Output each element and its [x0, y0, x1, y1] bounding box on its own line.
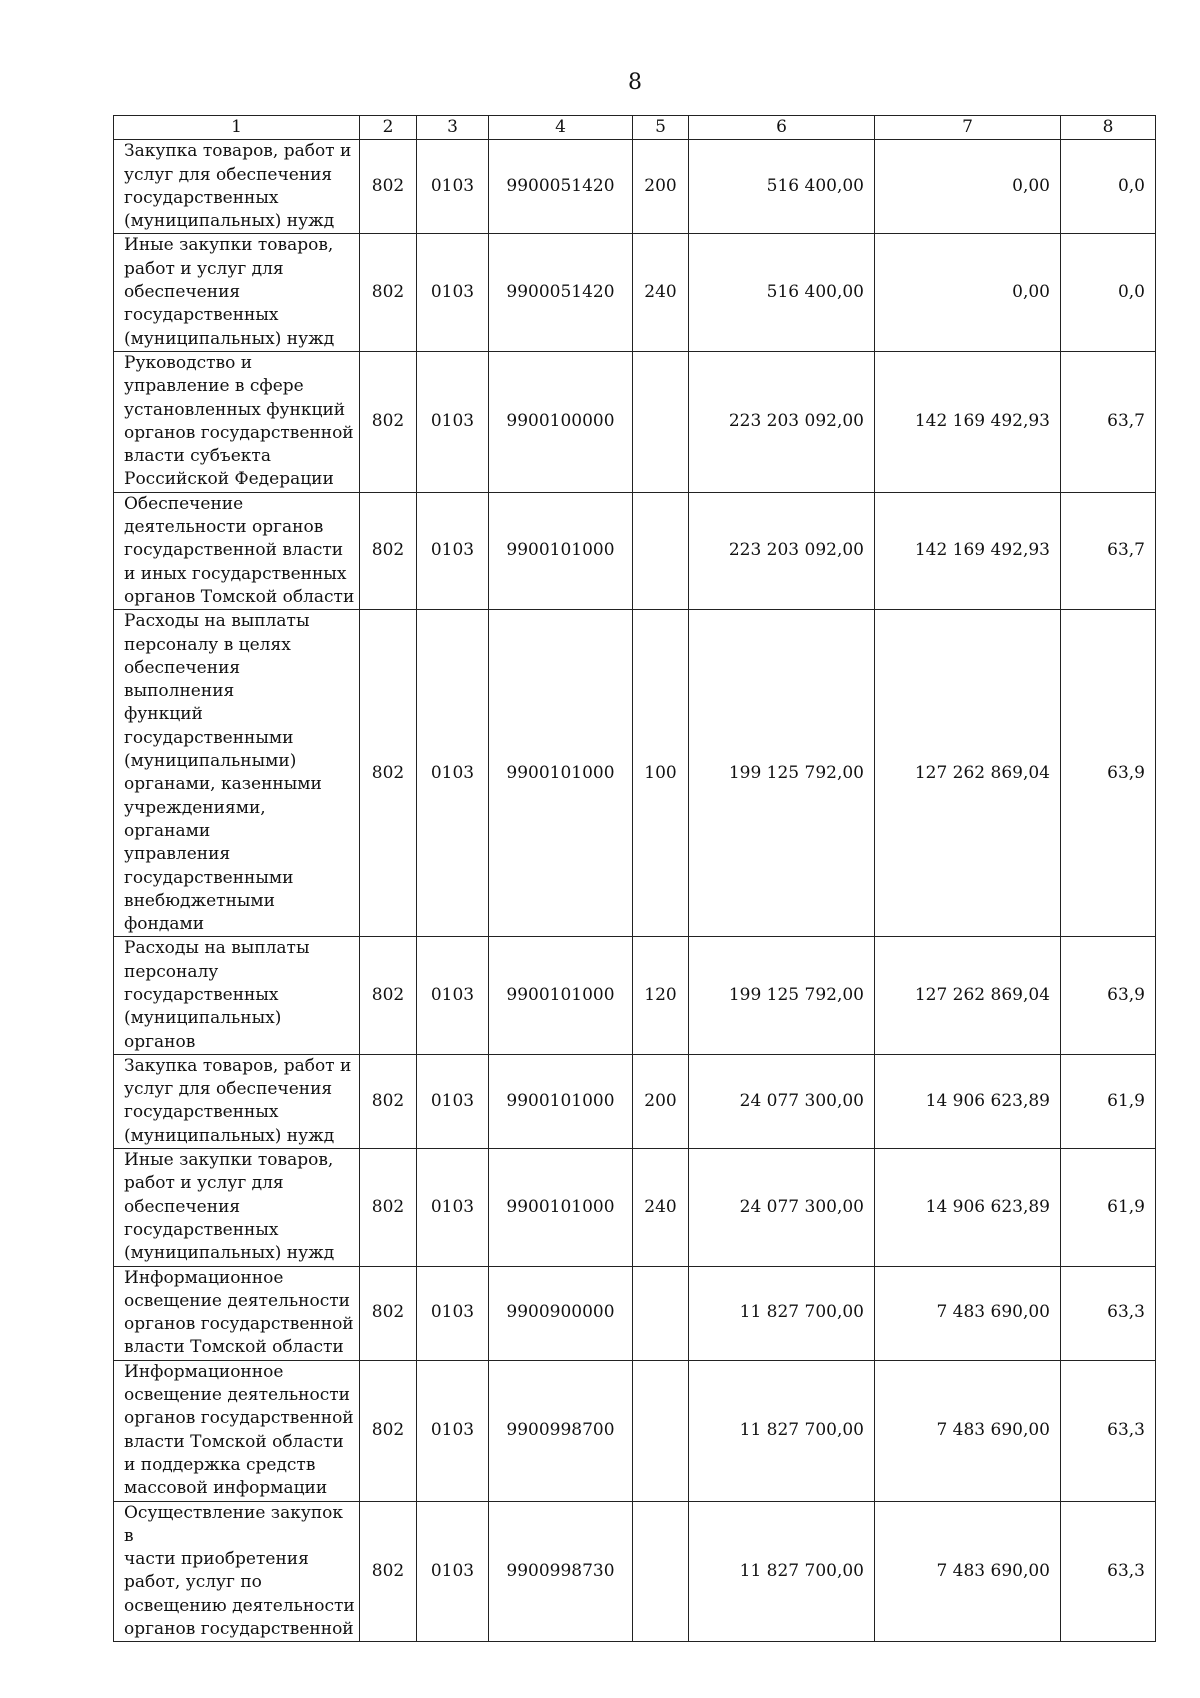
cell-executed-amount: 7 483 690,00	[875, 1266, 1061, 1360]
cell-expense-type: 200	[633, 1054, 689, 1148]
expense-name-line: работ и услуг для	[124, 258, 284, 279]
expense-name-line: органами, казенными	[124, 774, 322, 795]
expense-name-line: Информационное	[124, 1361, 284, 1382]
expense-name-line: Российской Федерации	[124, 469, 334, 490]
cell-ministry-code: 802	[360, 351, 417, 492]
cell-expense-type: 240	[633, 234, 689, 351]
cell-expense-type: 200	[633, 140, 689, 234]
cell-ministry-code: 802	[360, 1360, 417, 1501]
cell-expense-type	[633, 1360, 689, 1501]
cell-target-article: 9900051420	[489, 234, 633, 351]
expense-name-line: работ, услуг по	[124, 1572, 262, 1593]
expense-name-line: освещению деятельности	[124, 1595, 355, 1616]
expense-name-line: органов	[124, 1031, 196, 1052]
cell-expense-type: 100	[633, 610, 689, 937]
cell-executed-amount: 142 169 492,93	[875, 351, 1061, 492]
cell-section-code: 0103	[417, 351, 489, 492]
cell-planned-amount: 223 203 092,00	[689, 351, 875, 492]
expense-name-line: установленных функций	[124, 399, 346, 420]
table-row	[114, 1501, 1156, 1642]
expense-name-line: массовой информации	[124, 1478, 328, 1499]
cell-executed-amount: 127 262 869,04	[875, 610, 1061, 937]
expense-name-line: функций	[124, 704, 203, 725]
cell-planned-amount: 11 827 700,00	[689, 1360, 875, 1501]
cell-target-article: 9900101000	[489, 1054, 633, 1148]
table-row	[114, 140, 1156, 234]
cell-planned-amount: 11 827 700,00	[689, 1501, 875, 1642]
cell-executed-amount: 0,00	[875, 140, 1061, 234]
cell-section-code: 0103	[417, 1149, 489, 1266]
cell-section-code: 0103	[417, 140, 489, 234]
cell-ministry-code: 802	[360, 610, 417, 937]
expense-name-line: Осуществление закупок в	[124, 1502, 344, 1546]
cell-target-article: 9900101000	[489, 937, 633, 1054]
column-header-8: 8	[1061, 116, 1156, 140]
cell-expense-name	[114, 1501, 360, 1642]
expense-name-line: органов Томской области	[124, 586, 355, 607]
cell-expense-type	[633, 1501, 689, 1642]
cell-executed-amount: 7 483 690,00	[875, 1360, 1061, 1501]
cell-target-article: 9900101000	[489, 1149, 633, 1266]
cell-execution-percent: 63,7	[1061, 351, 1156, 492]
table-body	[114, 116, 1156, 1642]
column-header-4: 4	[489, 116, 633, 140]
cell-target-article: 9900100000	[489, 351, 633, 492]
cell-section-code: 0103	[417, 937, 489, 1054]
expense-name-line: государственных	[124, 305, 279, 326]
cell-target-article: 9900998730	[489, 1501, 633, 1642]
expense-name-line: органов государственной	[124, 1408, 354, 1429]
cell-executed-amount: 142 169 492,93	[875, 492, 1061, 609]
cell-execution-percent: 63,9	[1061, 937, 1156, 1054]
cell-expense-name	[114, 140, 360, 234]
cell-section-code: 0103	[417, 1360, 489, 1501]
expense-name-line: деятельности органов	[124, 517, 324, 538]
expense-name-line: государственными	[124, 867, 294, 888]
cell-planned-amount: 516 400,00	[689, 234, 875, 351]
expense-name-line: государственных	[124, 187, 279, 208]
cell-target-article: 9900101000	[489, 492, 633, 609]
cell-planned-amount: 199 125 792,00	[689, 937, 875, 1054]
cell-executed-amount: 14 906 623,89	[875, 1054, 1061, 1148]
cell-expense-type	[633, 351, 689, 492]
cell-expense-type	[633, 492, 689, 609]
cell-target-article: 9900900000	[489, 1266, 633, 1360]
expense-name-line: персоналу	[124, 961, 219, 982]
table-row	[114, 610, 1156, 937]
expense-name-line: (муниципальных) нужд	[124, 328, 335, 349]
expense-name-line: Обеспечение	[124, 493, 244, 514]
expense-name-line: обеспечения	[124, 282, 241, 303]
cell-execution-percent: 61,9	[1061, 1054, 1156, 1148]
cell-planned-amount: 223 203 092,00	[689, 492, 875, 609]
cell-planned-amount: 11 827 700,00	[689, 1266, 875, 1360]
cell-planned-amount: 516 400,00	[689, 140, 875, 234]
expense-name-line: и иных государственных	[124, 563, 347, 584]
cell-executed-amount: 0,00	[875, 234, 1061, 351]
expense-name-line: освещение деятельности	[124, 1290, 350, 1311]
expense-name-line: Информационное	[124, 1267, 284, 1288]
cell-expense-name	[114, 234, 360, 351]
cell-ministry-code: 802	[360, 492, 417, 609]
expense-name-line: услуг для обеспечения	[124, 164, 333, 185]
cell-executed-amount: 14 906 623,89	[875, 1149, 1061, 1266]
cell-expense-name	[114, 1360, 360, 1501]
expense-name-line: управления	[124, 844, 231, 865]
cell-target-article: 9900998700	[489, 1360, 633, 1501]
expense-name-line: органов государственной	[124, 422, 354, 443]
expense-name-line: освещение деятельности	[124, 1385, 350, 1406]
column-header-2: 2	[360, 116, 417, 140]
expense-name-line: (муниципальных) нужд	[124, 1243, 335, 1264]
cell-expense-name	[114, 1266, 360, 1360]
cell-ministry-code: 802	[360, 1266, 417, 1360]
column-header-3: 3	[417, 116, 489, 140]
expense-name-line: органов государственной	[124, 1314, 354, 1335]
expense-name-line: Иные закупки товаров,	[124, 235, 334, 256]
cell-section-code: 0103	[417, 610, 489, 937]
table-row	[114, 1360, 1156, 1501]
expense-name-line: Руководство и	[124, 352, 253, 373]
cell-execution-percent: 63,3	[1061, 1266, 1156, 1360]
page-number: 8	[628, 70, 642, 95]
expense-name-line: Закупка товаров, работ и	[124, 141, 352, 162]
cell-expense-name	[114, 351, 360, 492]
expense-name-line: внебюджетными	[124, 890, 275, 911]
expense-name-line: власти Томской области	[124, 1337, 344, 1358]
expense-name-line: работ и услуг для	[124, 1173, 284, 1194]
expense-name-line: (муниципальных) нужд	[124, 1125, 335, 1146]
cell-execution-percent: 0,0	[1061, 234, 1156, 351]
cell-expense-name	[114, 492, 360, 609]
cell-ministry-code: 802	[360, 937, 417, 1054]
table-row	[114, 492, 1156, 609]
cell-execution-percent: 63,7	[1061, 492, 1156, 609]
expense-name-line: Расходы на выплаты	[124, 938, 310, 959]
expense-name-line: обеспечения выполнения	[124, 657, 241, 702]
cell-section-code: 0103	[417, 1054, 489, 1148]
cell-execution-percent: 0,0	[1061, 140, 1156, 234]
cell-expense-name	[114, 1149, 360, 1266]
expense-name-line: государственной власти	[124, 540, 344, 561]
expense-name-line: учреждениями, органами	[124, 797, 266, 841]
cell-executed-amount: 127 262 869,04	[875, 937, 1061, 1054]
cell-execution-percent: 63,9	[1061, 610, 1156, 937]
cell-target-article: 9900051420	[489, 140, 633, 234]
expense-name-line: (муниципальных) нужд	[124, 211, 335, 232]
cell-expense-name	[114, 937, 360, 1054]
expense-name-line: фондами	[124, 914, 205, 935]
expense-name-line: персоналу в целях	[124, 634, 291, 655]
expense-name-line: Закупка товаров, работ и	[124, 1055, 352, 1076]
table-row	[114, 234, 1156, 351]
cell-expense-name	[114, 1054, 360, 1148]
table-row	[114, 1266, 1156, 1360]
cell-expense-type: 120	[633, 937, 689, 1054]
cell-ministry-code: 802	[360, 1149, 417, 1266]
table-header-row	[114, 116, 1156, 140]
cell-planned-amount: 199 125 792,00	[689, 610, 875, 937]
cell-ministry-code: 802	[360, 1054, 417, 1148]
cell-planned-amount: 24 077 300,00	[689, 1149, 875, 1266]
cell-ministry-code: 802	[360, 140, 417, 234]
expense-name-line: государственных	[124, 984, 279, 1005]
expense-name-line: Иные закупки товаров,	[124, 1150, 334, 1171]
table-row	[114, 1149, 1156, 1266]
expense-name-line: государственными	[124, 727, 294, 748]
table-row	[114, 937, 1156, 1054]
table-row	[114, 1054, 1156, 1148]
expense-name-line: части приобретения	[124, 1549, 309, 1570]
cell-ministry-code: 802	[360, 234, 417, 351]
budget-table	[113, 115, 1156, 1642]
cell-execution-percent: 63,3	[1061, 1501, 1156, 1642]
cell-executed-amount: 7 483 690,00	[875, 1501, 1061, 1642]
expense-name-line: власти субъекта	[124, 446, 271, 467]
cell-expense-name	[114, 610, 360, 937]
expense-name-line: государственных	[124, 1102, 279, 1123]
expense-name-line: власти Томской области	[124, 1431, 344, 1452]
expense-name-line: и поддержка средств	[124, 1454, 316, 1475]
cell-section-code: 0103	[417, 1501, 489, 1642]
expense-name-line: органов государственной	[124, 1619, 354, 1639]
cell-section-code: 0103	[417, 1266, 489, 1360]
expense-name-line: (муниципальными)	[124, 751, 297, 772]
cell-section-code: 0103	[417, 492, 489, 609]
cell-planned-amount: 24 077 300,00	[689, 1054, 875, 1148]
expense-name-line: Расходы на выплаты	[124, 611, 310, 632]
cell-expense-type	[633, 1266, 689, 1360]
expense-name-line: управление в сфере	[124, 376, 304, 397]
column-header-5: 5	[633, 116, 689, 140]
cell-target-article: 9900101000	[489, 610, 633, 937]
column-header-7: 7	[875, 116, 1061, 140]
expense-name-line: (муниципальных)	[124, 1008, 282, 1029]
cell-ministry-code: 802	[360, 1501, 417, 1642]
cell-section-code: 0103	[417, 234, 489, 351]
expense-name-line: обеспечения	[124, 1196, 241, 1217]
expense-name-line: услуг для обеспечения	[124, 1079, 333, 1100]
column-header-1: 1	[114, 116, 360, 140]
column-header-6: 6	[689, 116, 875, 140]
cell-execution-percent: 63,3	[1061, 1360, 1156, 1501]
cell-execution-percent: 61,9	[1061, 1149, 1156, 1266]
table-row	[114, 351, 1156, 492]
cell-expense-type: 240	[633, 1149, 689, 1266]
expense-name-line: государственных	[124, 1219, 279, 1240]
